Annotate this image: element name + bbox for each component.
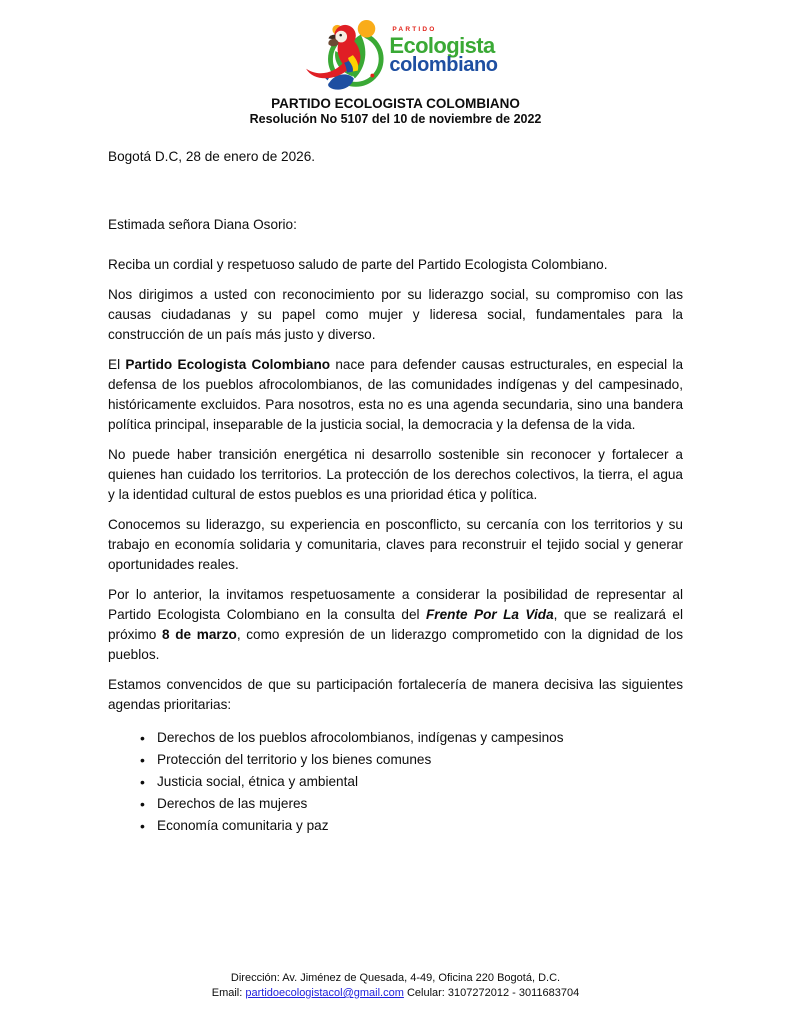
letter-paragraph (108, 675, 683, 715)
bullet-item: • Derechos de los pueblos afrocolombianos, indígenas y campesinos (138, 727, 683, 749)
letter-paragraph (108, 255, 683, 275)
party-logo-icon (293, 20, 403, 96)
parrot-icon (306, 25, 364, 78)
footer-email-label: Email: (211, 987, 246, 999)
text-run: Nos dirigimos a usted con reconocimiento por su liderazgo social, su compromiso con las causas ciudadanas y su papel como mujer y lideresa social, fundamentales para la construcción de un país más justo y diverso. (108, 287, 683, 342)
letter-footer (0, 971, 791, 1001)
text-run: 8 de marzo (162, 627, 237, 642)
text-run: Por lo anterior, la invitamos respetuosamente a considerar la posibilidad de representar al Partido Ecologista Colombiano en la consulta del (108, 587, 683, 622)
text-run: Reciba un cordial y respetuoso saludo de parte del Partido Ecologista Colombiano. (108, 257, 608, 272)
bullet-item: • Economía comunitaria y paz (138, 815, 683, 837)
salutation: Estimada señora Diana Osorio: (108, 217, 297, 232)
bullet-item: • Justicia social, étnica y ambiental (138, 771, 683, 793)
sprig-dot-icon (371, 74, 375, 78)
text-run: Frente Por La Vida (426, 607, 554, 622)
letter-paragraph (108, 445, 683, 505)
text-run: , que se realizará el próximo (108, 607, 683, 642)
paragraphs (108, 255, 683, 715)
letter-paragraph (108, 355, 683, 435)
bullet-item: • Derechos de las mujeres (138, 793, 683, 815)
text-run: nace para defender causas estructurales, en especial la defensa de los pueblos afrocolombianos, de las comunidades indígenas y del campesinado, históricamente excluidos. Para nosotros, esta no es una agenda secundaria, sino una bandera política principal, inseparable de la justicia social, la democracia y la defensa de la vida. (108, 357, 683, 432)
bullet-item: • Protección del territorio y los bienes comunes (138, 749, 683, 771)
letter-paragraph (108, 515, 683, 575)
text-run: , como expresión de un liderazgo comprometido con la dignidad de los pueblos. (108, 627, 684, 662)
footer-contact-line (0, 986, 791, 1001)
resolution-line: Resolución No 5107 del 10 de noviembre de 2022 (249, 112, 542, 126)
logo-ecologista-text: Ecologista (389, 32, 495, 58)
email-link[interactable]: partidoecologistacol@gmail.com (245, 987, 404, 999)
logo (0, 0, 791, 94)
text-run: Estamos convencidos de que su participación fortalecería de manera decisiva las siguientes agendas prioritarias: (108, 677, 683, 712)
text-run: El (108, 357, 126, 372)
org-name: PARTIDO ECOLOGISTA COLOMBIANO (271, 96, 520, 111)
logo-colombiano-text: colombiano (389, 53, 498, 76)
letter-paragraph (108, 285, 683, 345)
logo-partido-text: PARTIDO (392, 26, 437, 33)
date-line: Bogotá D.C, 28 de enero de 2026. (108, 149, 316, 164)
footer-address: Dirección: Av. Jiménez de Quesada, 4-49, Oficina 220 Bogotá, D.C. (230, 972, 561, 984)
letter-body (108, 147, 683, 837)
text-run: Partido Ecologista Colombiano (125, 357, 331, 372)
letter-paragraph (108, 585, 683, 665)
text-run: Conocemos su liderazgo, su experiencia en posconflicto, su cercanía con los territorios y su trabajo en economía solidaria y comunitaria, claves para reconstruir el tejido social y generar oportunidades reales. (108, 517, 683, 572)
bullet-list (108, 727, 683, 837)
text-run: No puede haber transición energética ni desarrollo sostenible sin reconocer y fortalecer a quienes han cuidado los territorios. La protección de los derechos colectivos, la tierra, el agua y la identidad cultural de estos pueblos es una prioridad ética y política. (108, 447, 683, 502)
logo-wordmark (389, 20, 497, 75)
footer-phones: Celular: 3107272012 - 3011683704 (403, 987, 580, 999)
